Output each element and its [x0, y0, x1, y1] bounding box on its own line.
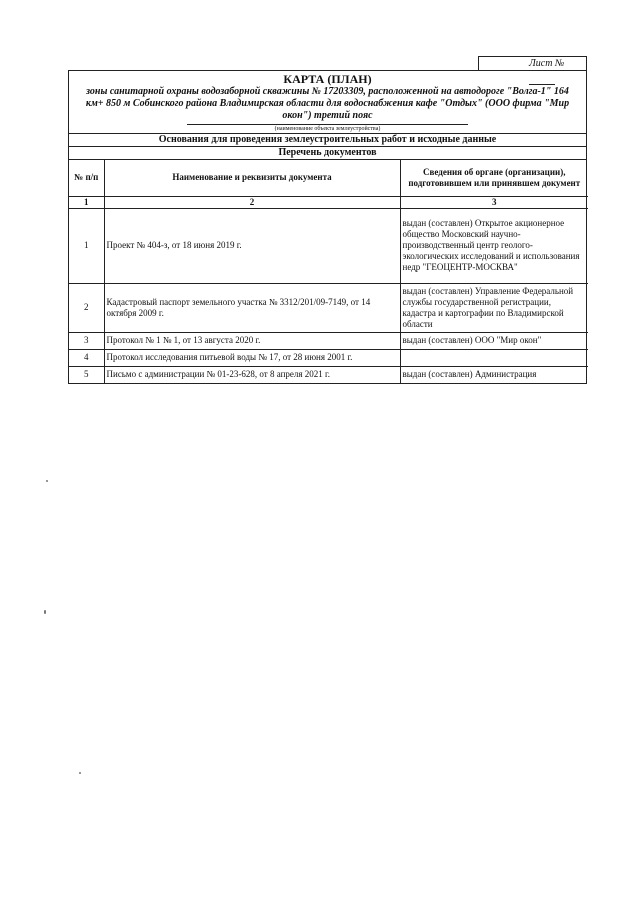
list-heading: Перечень документов	[69, 147, 586, 160]
sheet-number-box	[478, 56, 587, 70]
table-row	[69, 283, 588, 332]
document-title: КАРТА (ПЛАН)	[283, 72, 372, 86]
row-number: 4	[69, 349, 104, 366]
table-header-row	[69, 160, 588, 196]
row-number: 3	[69, 332, 104, 349]
row-issuer: выдан (составлен) Открытое акционерное общество Московский научно-производственный центр геолого-экологических исследований и использования недр "ГЕОЦЕНТР-МОСКВА"	[400, 208, 588, 283]
row-document: Протокол исследования питьевой воды № 17, от 28 июня 2001 г.	[104, 349, 400, 366]
row-document: Письмо с администрации № 01-23-628, от 8 апреля 2021 г.	[104, 366, 400, 383]
scan-speck	[79, 772, 81, 774]
row-issuer: выдан (составлен) ООО "Мир окон"	[400, 332, 588, 349]
documents-table	[69, 160, 588, 383]
col-index-1: 1	[69, 196, 104, 208]
table-row	[69, 349, 588, 366]
col-index-2: 2	[104, 196, 400, 208]
col-index-3: 3	[400, 196, 588, 208]
basis-heading: Основания для проведения землеустроительных работ и исходные данные	[69, 134, 586, 147]
table-row	[69, 366, 588, 383]
document-frame	[68, 70, 587, 384]
column-index-row	[69, 196, 588, 208]
document-subtitle: зоны санитарной охраны водозаборной скважины № 17203309, расположенной на автодороге "Волга-1" 164 км+ 850 м Собинского района Владимирская области для водоснабжения кафе "Отдых" (ООО фирма "Мир окон") третий пояс	[85, 86, 570, 121]
col-header-name: Наименование и реквизиты документа	[104, 160, 400, 196]
row-document: Протокол № 1 № 1, от 13 августа 2020 г.	[104, 332, 400, 349]
object-caption: (наименование объекта землеустройства)	[274, 126, 381, 132]
col-header-info: Сведения об органе (организации), подготовившем или принявшем документ	[400, 160, 588, 196]
row-document: Проект № 404-з, от 18 июня 2019 г.	[104, 208, 400, 283]
table-row	[69, 208, 588, 283]
row-number: 5	[69, 366, 104, 383]
row-number: 2	[69, 283, 104, 332]
row-issuer: выдан (составлен) Администрация	[400, 366, 588, 383]
row-issuer: выдан (составлен) Управление Федеральной службы государственной регистрации, кадастра и картографии по Владимирской области	[400, 283, 588, 332]
row-issuer	[400, 349, 588, 366]
scan-speck	[44, 610, 46, 614]
row-document: Кадастровый паспорт земельного участка № 3312/201/09-7149, от 14 октября 2009 г.	[104, 283, 400, 332]
col-header-num: № п/п	[69, 160, 104, 196]
sheet-label: Лист №	[529, 58, 565, 69]
table-row	[69, 332, 588, 349]
document-header	[69, 71, 586, 134]
row-number: 1	[69, 208, 104, 283]
scan-speck	[46, 480, 48, 482]
